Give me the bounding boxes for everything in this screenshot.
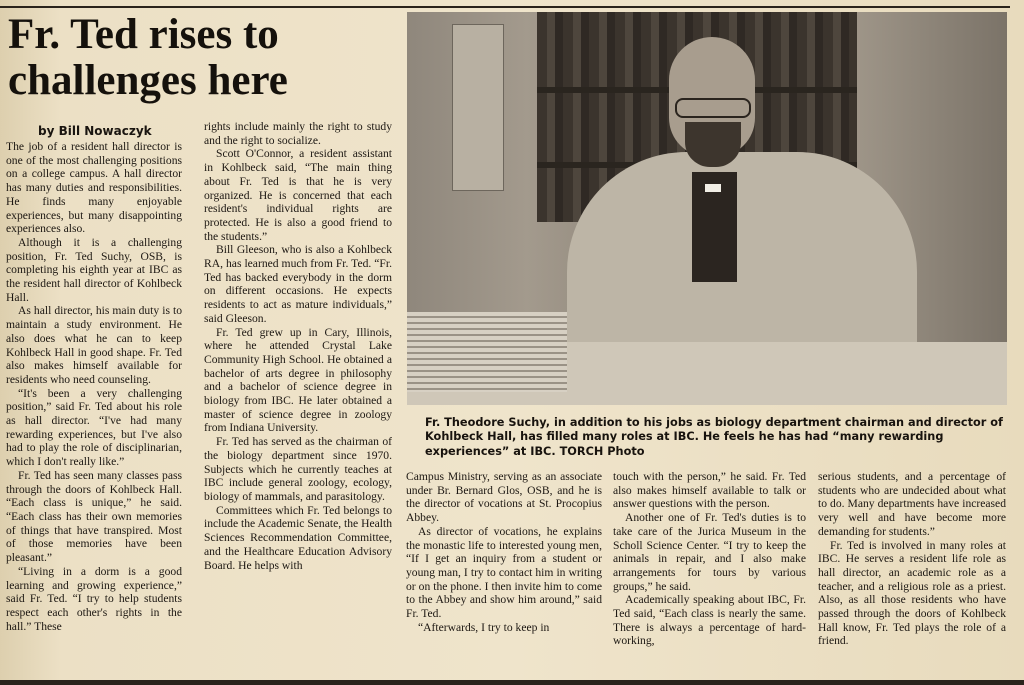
paragraph: Fr. Ted is involved in many roles at IBC. He serves a resident life role as hall director, an academic role as a teacher, and a religious role as a priest. Also, as all those residents who have passed through the doors of Kohlbeck Hall know, Fr. Ted plays the role of a friend. [818, 538, 1006, 648]
paragraph: Campus Ministry, serving as an associate under Br. Bernard Glos, OSB, and he is the director of vocations at St. Procopius Abbey. [406, 470, 602, 525]
paragraph: The job of a resident hall director is one of the most challenging positions on a college campus. A hall director has many duties and responsibilities. He finds many enjoyable experiences, but many disappointing experiences also. [6, 140, 182, 236]
paragraph: “Living in a dorm is a good learning and growing experience,” said Fr. Ted. “I try to help students respect each other's rights in the hall.” These [6, 564, 182, 633]
paragraph: “It's been a very challenging position,” said Fr. Ted about his role as hall director. “I've had many rewarding experiences, but I've also had to play the role of disciplinarian, which I don't really like.” [6, 386, 182, 469]
photo-caption: Fr. Theodore Suchy, in addition to his jobs as biology department chairman and director of Kohlbeck Hall, has filled many roles at IBC. He feels he has had “many rewarding experiences” at IBC. TORCH Photo [425, 416, 1003, 458]
paragraph: Another one of Fr. Ted's duties is to take care of the Jurica Museum in the Scholl Science Center. “I try to keep the animals in repair, and I also make arrangements for tours by various groups,” he said. [613, 511, 806, 593]
paragraph: touch with the person,” he said. Fr. Ted also makes himself available to talk or answer questions with the person. [613, 470, 806, 511]
article-column-2 [204, 120, 392, 572]
paragraph: “Afterwards, I try to keep in [418, 620, 550, 634]
photo-person-beard [685, 122, 741, 167]
paragraph: As hall director, his main duty is to maintain a study environment. He also does what he can to keep Kohlbeck Hall in good shape. Fr. Ted also makes himself available for residents who need counseling. [6, 304, 182, 386]
article-column-3 [406, 470, 602, 634]
article-column-1 [6, 140, 182, 633]
wall-calendar [452, 24, 504, 191]
article-column-5 [818, 470, 1006, 648]
paragraph: serious students, and a percentage of students who are undecided about what to do. Many departments have increased very well and have become more demanding for students.” [818, 470, 1006, 538]
paragraph: As director of vocations, he explains the monastic life to interested young men, “If I get an inquiry from a student or young man, I try to contact him in writing or on the phone. I then invite him to come to the Abbey and show him around,” said Fr. Ted. [406, 524, 602, 621]
paragraph: Fr. Ted has served as the chairman of the biology department since 1970. Subjects which he currently teaches at IBC include general zoology, ecology, biology of mammals, and parasitology. [204, 435, 392, 503]
article-column-4 [613, 470, 806, 648]
paragraph: rights include mainly the right to study and the right to socialize. [204, 120, 392, 147]
article-photo [407, 12, 1007, 405]
bottom-rule [0, 680, 1024, 685]
clerical-collar [705, 184, 721, 192]
headline: Fr. Ted rises to challenges here [8, 11, 288, 104]
photo-person-glasses [675, 98, 751, 118]
paragraph: Fr. Ted has seen many classes pass through the doors of Kohlbeck Hall. “Each class is unique,” he said. “Each class has their own memories of things that have transpired. Most of those memories have been pleasant.” [6, 468, 182, 565]
paragraph: Scott O'Connor, a resident assistant in Kohlbeck said, “The main thing about Fr. Ted is that he is very organized. He is concerned that each resident's individual rights are protected. He is also a good friend to the students.” [204, 147, 392, 243]
paragraph: Fr. Ted grew up in Cary, Illinois, where he attended Crystal Lake Community High School. He obtained a bachelor of arts degree in philosophy and a bachelor of science degree in biology from IBC. He later obtained a master of science degree in zoology from Indiana University. [204, 325, 392, 435]
paragraph: Although it is a challenging position, Fr. Ted Suchy, OSB, is completing his eighth year at IBC as the resident hall director of Kohlbeck Hall. [6, 235, 182, 304]
paragraph: Committees which Fr. Ted belongs to include the Academic Senate, the Health Sciences Recommendation Committee, and the Healthcare Education Advisory Board. He helps with [204, 503, 393, 572]
byline: by Bill Nowaczyk [38, 124, 152, 138]
paragraph: Academically speaking about IBC, Fr. Ted said, “Each class is nearly the same. There is always a percentage of hard-working, [613, 593, 806, 648]
paragraph: Bill Gleeson, who is also a Kohlbeck RA, has learned much from Fr. Ted. “Fr. Ted has backed everybody in the dorm on different occasions. He expects residents to act as mature individuals,” said Gleeson. [204, 243, 392, 325]
photo-paper-stack [407, 312, 567, 392]
top-rule [0, 6, 1010, 8]
